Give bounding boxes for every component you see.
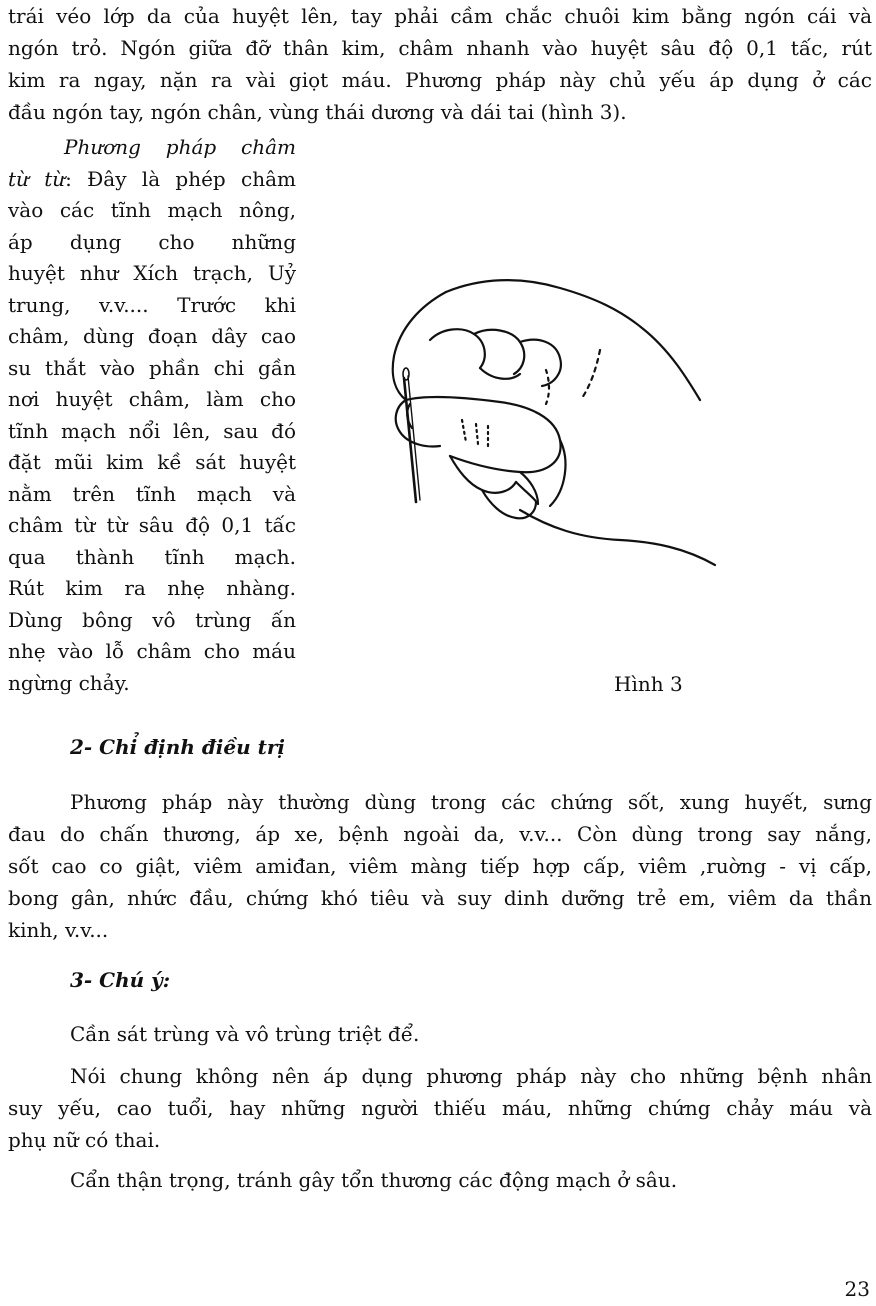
text-line: tĩnh mạch nổi lên, sau đó [8, 418, 296, 443]
slow-method-title-part1: Phương pháp châm [64, 135, 296, 159]
text-line: châm, dùng đoạn dây cao [8, 324, 296, 348]
text-line: đau do chấn thương, áp xe, bệnh ngoài da, v.v... Còn dùng trong say nắng, [8, 822, 872, 846]
text-line: phụ nữ có thai. [8, 1128, 161, 1152]
text-line: Dùng bông vô trùng ấn [8, 607, 296, 632]
text-line: châm từ từ sâu độ 0,1 tấc [8, 513, 296, 537]
text-line: áp dụng cho những [8, 229, 296, 254]
text-line: kim ra ngay, nặn ra vài giọt máu. Phương pháp này chủ yếu áp dụng ở các [8, 68, 872, 92]
slow-method-title-part2: từ từ [8, 166, 66, 191]
note-paragraph-3: Cẩn thận trọng, tránh gây tổn thương các động mạch ở sâu. [70, 1168, 678, 1192]
text-line: qua thành tĩnh mạch. [8, 544, 296, 569]
text-line: huyệt như Xích trạch, Uỷ [8, 261, 296, 285]
text-line: đầu ngón tay, ngón chân, vùng thái dương và dái tai (hình 3). [8, 100, 627, 124]
text-line: trung, v.v.... Trước khi [8, 292, 296, 317]
text-line: suy yếu, cao tuổi, hay những người thiếu máu, những chứng chảy máu và [8, 1096, 872, 1120]
text-line [8, 164, 296, 196]
page-number: 23 [844, 1277, 870, 1301]
text-line: nhẹ vào lỗ châm cho máu [8, 639, 296, 663]
text-line: vào các tĩnh mạch nông, [8, 198, 296, 222]
hand-holding-needle-illustration [370, 270, 730, 590]
text-line: sốt cao co giật, viêm amiđan, viêm màng tiếp hợp cấp, viêm ,ruờng - vị cấp, [8, 854, 872, 878]
text-line: đặt mũi kim kề sát huyệt [8, 450, 296, 474]
note-paragraph-1: Cần sát trùng và vô trùng triệt để. [70, 1022, 420, 1046]
section-2-heading: 2- Chỉ định điều trị [70, 735, 286, 759]
text-line: su thắt vào phần chi gần [8, 355, 296, 380]
intro-paragraph [8, 0, 872, 128]
text-line: ngón trỏ. Ngón giữa đỡ thân kim, châm nhanh vào huyệt sâu độ 0,1 tấc, rút [8, 36, 872, 60]
text-line: ngừng chảy. [8, 670, 130, 695]
slow-method-intro: : Đây là phép châm [65, 166, 296, 191]
slow-method-title [8, 132, 296, 164]
text-line: bong gân, nhức đầu, chứng khó tiêu và suy dinh dưỡng trẻ em, viêm da thần [8, 886, 872, 910]
text-line: Phương pháp này thường dùng trong các chứng sốt, xung huyết, sưng [70, 790, 872, 814]
slow-method-paragraph [8, 132, 296, 699]
note-paragraph-2 [8, 1060, 872, 1156]
figure-caption: Hình 3 [614, 672, 683, 696]
text-line: Nói chung không nên áp dụng phương pháp này cho những bệnh nhân [70, 1064, 872, 1088]
section-2-paragraph [8, 786, 872, 946]
text-line: nằm trên tĩnh mạch và [8, 481, 296, 506]
text-line: nơi huyệt châm, làm cho [8, 387, 296, 411]
text-line: Rút kim ra nhẹ nhàng. [8, 576, 296, 600]
text-line: trái véo lớp da của huyệt lên, tay phải cầm chắc chuôi kim bằng ngón cái và [8, 4, 872, 28]
text-line: kinh, v.v... [8, 918, 109, 942]
section-3-heading: 3- Chú ý: [70, 968, 171, 992]
